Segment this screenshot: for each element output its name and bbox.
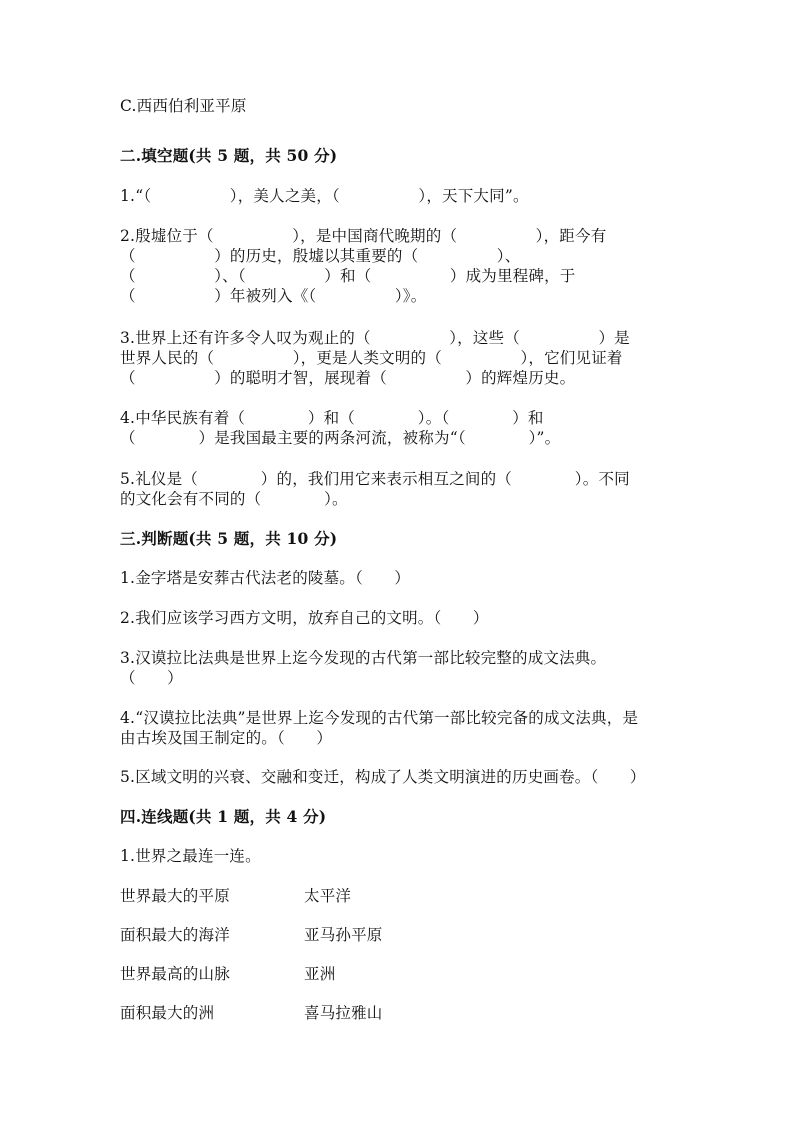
section-fill-blank-heading: 二.填空题(共 5 题，共 50 分) [120,146,338,165]
fill-blank-question-2-line-4: （ ）年被列入《（ ）》。 [120,287,427,305]
matching-question-1: 1.世界之最连一连。 [120,847,261,865]
fill-blank-question-4-line-2: （ ）是我国最主要的两条河流，被称为“（ ）”。 [120,429,561,447]
fill-blank-question-4-line-1: 4.中华民族有着（ ）和（ ）。（ ）和 [120,409,544,427]
matching-left-item: 面积最大的洲 [120,1004,215,1022]
matching-right-item: 太平洋 [304,887,352,905]
matching-left-item: 世界最大的平原 [120,887,230,905]
true-false-question-4-line-1: 4.“汉谟拉比法典”是世界上迄今发现的古代第一部比较完备的成文法典，是 [120,709,639,727]
matching-right-item: 喜马拉雅山 [304,1004,383,1022]
option-c: C.西西伯利亚平原 [120,97,247,115]
fill-blank-question-3-line-3: （ ）的聪明才智，展现着（ ）的辉煌历史。 [120,369,576,387]
matching-left-item: 世界最高的山脉 [120,965,230,983]
true-false-question-1: 1.金字塔是安葬古代法老的陵墓。（ ） [120,569,411,587]
fill-blank-question-2-line-3: （ ）、（ ）和（ ）成为里程碑，于 [120,267,576,285]
fill-blank-question-2-line-2: （ ）的历史，殷墟以其重要的（ ）、 [120,247,521,265]
true-false-question-3-line-2: （ ） [120,669,183,687]
section-true-false-heading: 三.判断题(共 5 题，共 10 分) [120,529,338,548]
section-matching-heading: 四.连线题(共 1 题，共 4 分) [120,807,327,826]
fill-blank-question-3-line-2: 世界人民的（ ），更是人类文明的（ ），它们见证着 [120,349,623,367]
fill-blank-question-5-line-1: 5.礼仪是（ ）的，我们用它来表示相互之间的（ ）。不同 [120,470,630,488]
fill-blank-question-2-line-1: 2.殷墟位于（ ），是中国商代晚期的（ ），距今有 [120,227,607,245]
matching-left-item: 面积最大的海洋 [120,926,230,944]
fill-blank-question-5-line-2: 的文化会有不同的（ ）。 [120,490,348,508]
fill-blank-question-3-line-1: 3.世界上还有许多令人叹为观止的（ ），这些（ ）是 [120,329,630,347]
true-false-question-2: 2.我们应该学习西方文明，放弃自己的文明。（ ） [120,609,489,627]
matching-right-item: 亚洲 [304,965,336,983]
true-false-question-4-line-2: 由古埃及国王制定的。（ ） [120,729,333,747]
matching-right-item: 亚马孙平原 [304,926,383,944]
fill-blank-question-1: 1.“（ ），美人之美，（ ），天下大同”。 [120,187,529,205]
true-false-question-5: 5.区域文明的兴衰、交融和变迁，构成了人类文明演进的历史画卷。（ ） [120,768,646,786]
true-false-question-3-line-1: 3.汉谟拉比法典是世界上迄今发现的古代第一部比较完整的成文法典。 [120,649,607,667]
